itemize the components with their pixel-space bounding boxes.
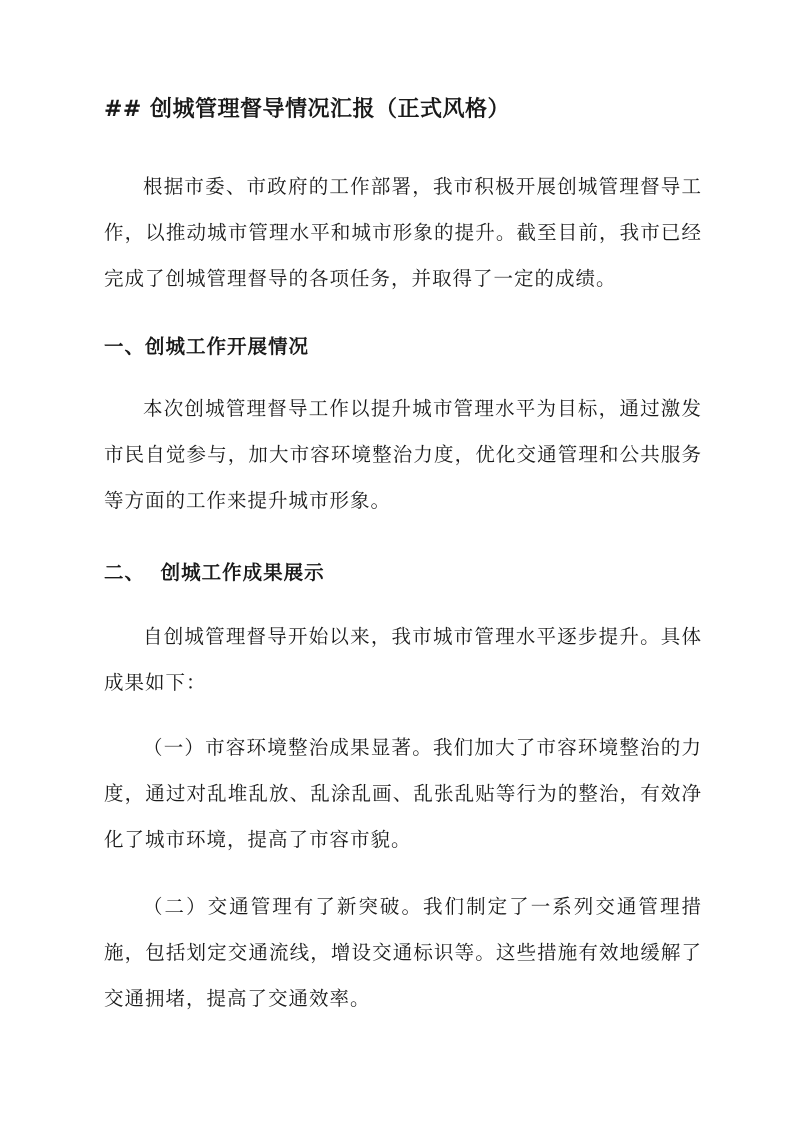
intro-paragraph: 根据市委、市政府的工作部署，我市积极开展创城管理督导工作，以推动城市管理水平和城市形象的提升。截至目前，我市已经完成了创城管理督导的各项任务，并取得了一定的成绩。	[104, 175, 702, 290]
achievement-item-2: （二）交通管理有了新突破。我们制定了一系列交通管理措施，包括划定交通流线，增设交通标识等。这些措施有效地缓解了交通拥堵，提高了交通效率。	[104, 895, 702, 1010]
achievement-item-1: （一）市容环境整治成果显著。我们加大了市容环境整治的力度，通过对乱堆乱放、乱涂乱画、乱张乱贴等行为的整治，有效净化了城市环境，提高了市容市貌。	[104, 736, 702, 851]
section-1-paragraph: 本次创城管理督导工作以提升城市管理水平为目标，通过激发市民自觉参与，加大市容环境整治力度，优化交通管理和公共服务等方面的工作来提升城市形象。	[104, 397, 702, 512]
section-2-paragraph: 自创城管理督导开始以来，我市城市管理水平逐步提升。具体成果如下：	[104, 625, 702, 694]
document-title: ## 创城管理督导情况汇报（正式风格）	[104, 96, 511, 122]
section-1-heading: 一、创城工作开展情况	[104, 335, 310, 358]
section-2-heading: 二、 创城工作成果展示	[104, 561, 325, 584]
